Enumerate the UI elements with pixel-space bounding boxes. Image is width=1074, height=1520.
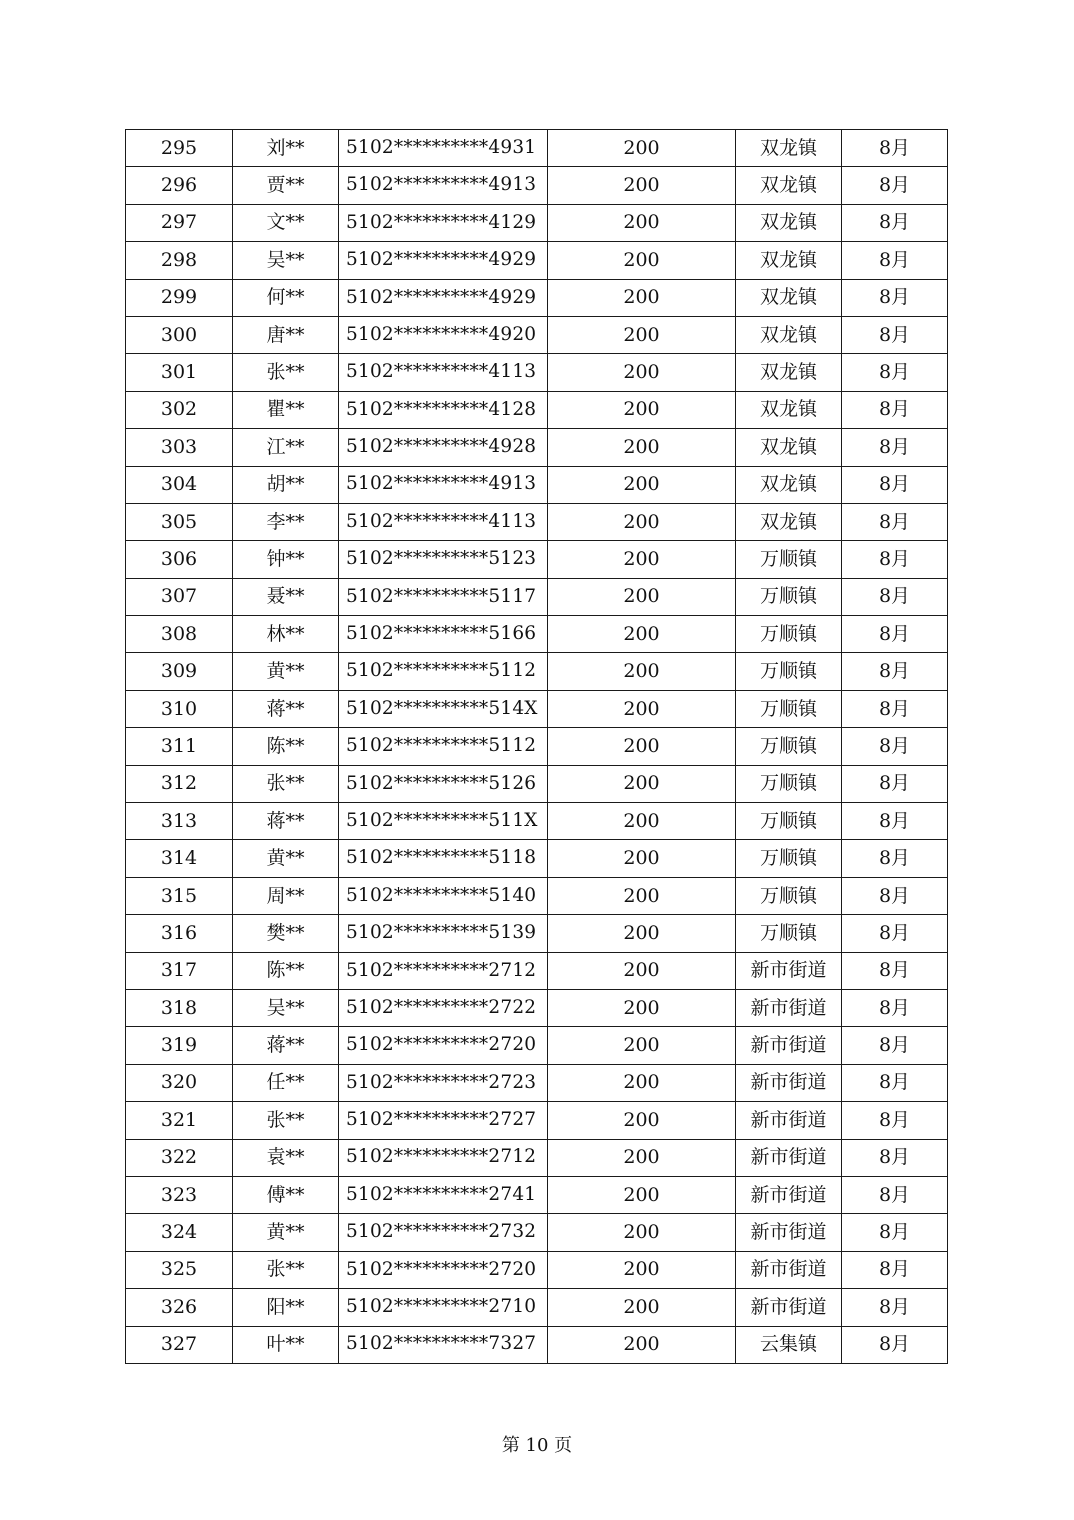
amount-cell: 200 <box>548 877 736 914</box>
table-row <box>126 1027 948 1064</box>
table-row <box>126 728 948 765</box>
name-cell: 瞿** <box>233 391 339 428</box>
month-cell: 8月 <box>842 503 948 540</box>
town-cell: 新市街道 <box>736 1289 842 1326</box>
id-number-cell: 5102**********2710 <box>339 1289 548 1326</box>
town-cell: 万顺镇 <box>736 840 842 877</box>
name-cell: 林** <box>233 616 339 653</box>
town-cell: 双龙镇 <box>736 391 842 428</box>
id-number-cell: 5102**********4113 <box>339 503 548 540</box>
town-cell: 新市街道 <box>736 1214 842 1251</box>
table-row <box>126 1064 948 1101</box>
name-cell: 张** <box>233 1251 339 1288</box>
month-cell: 8月 <box>842 279 948 316</box>
row-number-cell: 318 <box>126 989 233 1026</box>
town-cell: 新市街道 <box>736 989 842 1026</box>
id-number-cell: 5102**********5123 <box>339 541 548 578</box>
month-cell: 8月 <box>842 242 948 279</box>
table-row <box>126 1176 948 1213</box>
table-row <box>126 653 948 690</box>
amount-cell: 200 <box>548 130 736 167</box>
table-row <box>126 204 948 241</box>
row-number-cell: 326 <box>126 1289 233 1326</box>
amount-cell: 200 <box>548 167 736 204</box>
town-cell: 万顺镇 <box>736 803 842 840</box>
row-number-cell: 304 <box>126 466 233 503</box>
name-cell: 蒋** <box>233 803 339 840</box>
town-cell: 双龙镇 <box>736 316 842 353</box>
town-cell: 双龙镇 <box>736 130 842 167</box>
amount-cell: 200 <box>548 316 736 353</box>
row-number-cell: 313 <box>126 803 233 840</box>
month-cell: 8月 <box>842 130 948 167</box>
table-row <box>126 167 948 204</box>
row-number-cell: 306 <box>126 541 233 578</box>
row-number-cell: 308 <box>126 616 233 653</box>
row-number-cell: 301 <box>126 354 233 391</box>
amount-cell: 200 <box>548 1064 736 1101</box>
month-cell: 8月 <box>842 1176 948 1213</box>
name-cell: 任** <box>233 1064 339 1101</box>
id-number-cell: 5102**********2741 <box>339 1176 548 1213</box>
id-number-cell: 5102**********4129 <box>339 204 548 241</box>
amount-cell: 200 <box>548 952 736 989</box>
name-cell: 刘** <box>233 130 339 167</box>
table-row <box>126 279 948 316</box>
name-cell: 吴** <box>233 989 339 1026</box>
name-cell: 蒋** <box>233 1027 339 1064</box>
amount-cell: 200 <box>548 503 736 540</box>
id-number-cell: 5102**********511X <box>339 803 548 840</box>
amount-cell: 200 <box>548 1214 736 1251</box>
month-cell: 8月 <box>842 354 948 391</box>
town-cell: 新市街道 <box>736 1064 842 1101</box>
row-number-cell: 317 <box>126 952 233 989</box>
table-row <box>126 803 948 840</box>
id-number-cell: 5102**********2712 <box>339 1139 548 1176</box>
town-cell: 万顺镇 <box>736 877 842 914</box>
month-cell: 8月 <box>842 316 948 353</box>
name-cell: 黄** <box>233 840 339 877</box>
town-cell: 万顺镇 <box>736 578 842 615</box>
row-number-cell: 298 <box>126 242 233 279</box>
amount-cell: 200 <box>548 1027 736 1064</box>
id-number-cell: 5102**********4913 <box>339 466 548 503</box>
table-row <box>126 1102 948 1139</box>
month-cell: 8月 <box>842 690 948 727</box>
town-cell: 万顺镇 <box>736 541 842 578</box>
id-number-cell: 5102**********4913 <box>339 167 548 204</box>
id-number-cell: 5102**********2712 <box>339 952 548 989</box>
id-number-cell: 5102**********4929 <box>339 279 548 316</box>
town-cell: 双龙镇 <box>736 354 842 391</box>
id-number-cell: 5102**********2732 <box>339 1214 548 1251</box>
town-cell: 万顺镇 <box>736 616 842 653</box>
town-cell: 新市街道 <box>736 1139 842 1176</box>
id-number-cell: 5102**********5126 <box>339 765 548 802</box>
row-number-cell: 319 <box>126 1027 233 1064</box>
id-number-cell: 5102**********2727 <box>339 1102 548 1139</box>
row-number-cell: 325 <box>126 1251 233 1288</box>
month-cell: 8月 <box>842 1214 948 1251</box>
name-cell: 袁** <box>233 1139 339 1176</box>
name-cell: 聂** <box>233 578 339 615</box>
table-row <box>126 1251 948 1288</box>
row-number-cell: 299 <box>126 279 233 316</box>
row-number-cell: 316 <box>126 915 233 952</box>
name-cell: 周** <box>233 877 339 914</box>
town-cell: 双龙镇 <box>736 204 842 241</box>
id-number-cell: 5102**********514X <box>339 690 548 727</box>
id-number-cell: 5102**********2720 <box>339 1027 548 1064</box>
id-number-cell: 5102**********5117 <box>339 578 548 615</box>
amount-cell: 200 <box>548 391 736 428</box>
month-cell: 8月 <box>842 616 948 653</box>
amount-cell: 200 <box>548 1289 736 1326</box>
table-row <box>126 1214 948 1251</box>
row-number-cell: 311 <box>126 728 233 765</box>
amount-cell: 200 <box>548 616 736 653</box>
town-cell: 双龙镇 <box>736 242 842 279</box>
table-row <box>126 616 948 653</box>
month-cell: 8月 <box>842 989 948 1026</box>
month-cell: 8月 <box>842 1326 948 1363</box>
month-cell: 8月 <box>842 877 948 914</box>
table-row <box>126 877 948 914</box>
row-number-cell: 312 <box>126 765 233 802</box>
amount-cell: 200 <box>548 242 736 279</box>
table-row <box>126 952 948 989</box>
month-cell: 8月 <box>842 1289 948 1326</box>
name-cell: 文** <box>233 204 339 241</box>
amount-cell: 200 <box>548 690 736 727</box>
table-row <box>126 316 948 353</box>
name-cell: 张** <box>233 1102 339 1139</box>
amount-cell: 200 <box>548 765 736 802</box>
table-row <box>126 391 948 428</box>
row-number-cell: 296 <box>126 167 233 204</box>
town-cell: 新市街道 <box>736 1027 842 1064</box>
town-cell: 新市街道 <box>736 1176 842 1213</box>
town-cell: 万顺镇 <box>736 653 842 690</box>
amount-cell: 200 <box>548 915 736 952</box>
row-number-cell: 309 <box>126 653 233 690</box>
name-cell: 叶** <box>233 1326 339 1363</box>
table-row <box>126 503 948 540</box>
month-cell: 8月 <box>842 466 948 503</box>
id-number-cell: 5102**********2723 <box>339 1064 548 1101</box>
amount-cell: 200 <box>548 1326 736 1363</box>
name-cell: 唐** <box>233 316 339 353</box>
row-number-cell: 302 <box>126 391 233 428</box>
name-cell: 江** <box>233 429 339 466</box>
amount-cell: 200 <box>548 354 736 391</box>
row-number-cell: 327 <box>126 1326 233 1363</box>
month-cell: 8月 <box>842 1251 948 1288</box>
row-number-cell: 320 <box>126 1064 233 1101</box>
name-cell: 陈** <box>233 952 339 989</box>
town-cell: 云集镇 <box>736 1326 842 1363</box>
row-number-cell: 300 <box>126 316 233 353</box>
id-number-cell: 5102**********4128 <box>339 391 548 428</box>
town-cell: 双龙镇 <box>736 466 842 503</box>
id-number-cell: 5102**********4920 <box>339 316 548 353</box>
month-cell: 8月 <box>842 840 948 877</box>
row-number-cell: 305 <box>126 503 233 540</box>
amount-cell: 200 <box>548 541 736 578</box>
month-cell: 8月 <box>842 578 948 615</box>
month-cell: 8月 <box>842 391 948 428</box>
town-cell: 双龙镇 <box>736 503 842 540</box>
month-cell: 8月 <box>842 1027 948 1064</box>
town-cell: 新市街道 <box>736 1251 842 1288</box>
town-cell: 万顺镇 <box>736 915 842 952</box>
name-cell: 傅** <box>233 1176 339 1213</box>
town-cell: 万顺镇 <box>736 690 842 727</box>
month-cell: 8月 <box>842 728 948 765</box>
table-row <box>126 466 948 503</box>
page-number: 第 10 页 <box>501 1435 573 1456</box>
month-cell: 8月 <box>842 653 948 690</box>
month-cell: 8月 <box>842 167 948 204</box>
amount-cell: 200 <box>548 429 736 466</box>
table-row <box>126 690 948 727</box>
month-cell: 8月 <box>842 429 948 466</box>
name-cell: 胡** <box>233 466 339 503</box>
table-row <box>126 765 948 802</box>
row-number-cell: 310 <box>126 690 233 727</box>
row-number-cell: 322 <box>126 1139 233 1176</box>
row-number-cell: 303 <box>126 429 233 466</box>
month-cell: 8月 <box>842 803 948 840</box>
name-cell: 张** <box>233 765 339 802</box>
month-cell: 8月 <box>842 765 948 802</box>
name-cell: 贾** <box>233 167 339 204</box>
row-number-cell: 323 <box>126 1176 233 1213</box>
table-row <box>126 429 948 466</box>
amount-cell: 200 <box>548 1176 736 1213</box>
town-cell: 新市街道 <box>736 1102 842 1139</box>
id-number-cell: 5102**********5118 <box>339 840 548 877</box>
table-row <box>126 130 948 167</box>
month-cell: 8月 <box>842 541 948 578</box>
row-number-cell: 315 <box>126 877 233 914</box>
table-row <box>126 1289 948 1326</box>
id-number-cell: 5102**********4113 <box>339 354 548 391</box>
table-row <box>126 354 948 391</box>
id-number-cell: 5102**********4928 <box>339 429 548 466</box>
name-cell: 何** <box>233 279 339 316</box>
id-number-cell: 5102**********5112 <box>339 653 548 690</box>
name-cell: 阳** <box>233 1289 339 1326</box>
town-cell: 双龙镇 <box>736 167 842 204</box>
town-cell: 万顺镇 <box>736 728 842 765</box>
month-cell: 8月 <box>842 1064 948 1101</box>
month-cell: 8月 <box>842 915 948 952</box>
month-cell: 8月 <box>842 1102 948 1139</box>
table-row <box>126 840 948 877</box>
town-cell: 万顺镇 <box>736 765 842 802</box>
amount-cell: 200 <box>548 989 736 1026</box>
name-cell: 蒋** <box>233 690 339 727</box>
amount-cell: 200 <box>548 1102 736 1139</box>
amount-cell: 200 <box>548 578 736 615</box>
id-number-cell: 5102**********2720 <box>339 1251 548 1288</box>
town-cell: 双龙镇 <box>736 429 842 466</box>
id-number-cell: 5102**********4929 <box>339 242 548 279</box>
row-number-cell: 295 <box>126 130 233 167</box>
row-number-cell: 307 <box>126 578 233 615</box>
table-row <box>126 541 948 578</box>
amount-cell: 200 <box>548 204 736 241</box>
name-cell: 钟** <box>233 541 339 578</box>
data-table <box>125 129 948 1364</box>
amount-cell: 200 <box>548 840 736 877</box>
name-cell: 樊** <box>233 915 339 952</box>
id-number-cell: 5102**********5139 <box>339 915 548 952</box>
name-cell: 李** <box>233 503 339 540</box>
table-row <box>126 1139 948 1176</box>
amount-cell: 200 <box>548 728 736 765</box>
amount-cell: 200 <box>548 279 736 316</box>
table-row <box>126 242 948 279</box>
town-cell: 双龙镇 <box>736 279 842 316</box>
table-row <box>126 1326 948 1363</box>
name-cell: 张** <box>233 354 339 391</box>
amount-cell: 200 <box>548 1139 736 1176</box>
row-number-cell: 314 <box>126 840 233 877</box>
id-number-cell: 5102**********4931 <box>339 130 548 167</box>
month-cell: 8月 <box>842 952 948 989</box>
name-cell: 吴** <box>233 242 339 279</box>
name-cell: 黄** <box>233 653 339 690</box>
name-cell: 陈** <box>233 728 339 765</box>
town-cell: 新市街道 <box>736 952 842 989</box>
id-number-cell: 5102**********5166 <box>339 616 548 653</box>
name-cell: 黄** <box>233 1214 339 1251</box>
row-number-cell: 324 <box>126 1214 233 1251</box>
month-cell: 8月 <box>842 204 948 241</box>
table-row <box>126 989 948 1026</box>
table-body <box>126 130 948 1364</box>
id-number-cell: 5102**********2722 <box>339 989 548 1026</box>
amount-cell: 200 <box>548 1251 736 1288</box>
amount-cell: 200 <box>548 803 736 840</box>
amount-cell: 200 <box>548 466 736 503</box>
row-number-cell: 321 <box>126 1102 233 1139</box>
row-number-cell: 297 <box>126 204 233 241</box>
amount-cell: 200 <box>548 653 736 690</box>
id-number-cell: 5102**********5140 <box>339 877 548 914</box>
table-row <box>126 915 948 952</box>
id-number-cell: 5102**********5112 <box>339 728 548 765</box>
month-cell: 8月 <box>842 1139 948 1176</box>
table-row <box>126 578 948 615</box>
id-number-cell: 5102**********7327 <box>339 1326 548 1363</box>
